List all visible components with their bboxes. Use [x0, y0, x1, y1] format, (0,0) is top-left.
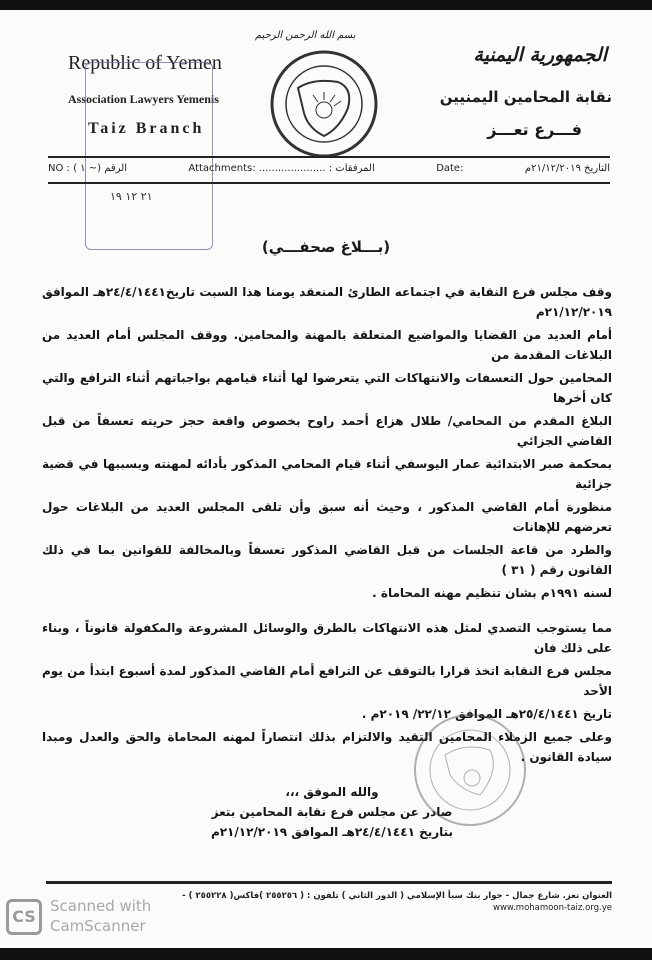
basmala: بسم الله الرحمن الرحيم: [255, 30, 356, 41]
body-line: منظورة أمام القاضي المذكور ، وحيث أنه سبق وأن تلقى المجلس العديد من البلاغات حول تعرضهم للإهانات: [42, 500, 612, 534]
document-page: [0, 10, 652, 948]
camscanner-watermark: [50, 896, 151, 936]
footer-address: العنوان تعز. شارع جمال - جوار بنك سبأ الإسلامي ( الدور الثاني ) تلفون : ( ٢٥٥٢٥٦ )فاكس( ٢٥٥٢٢٨ ) -: [182, 891, 612, 901]
closing-line: صادر عن مجلس فرع نقابة المحامين بتعز: [211, 805, 453, 819]
ar-branch: فـــرع تعـــز: [487, 120, 582, 139]
ar-country: الجمهورية اليمنية: [473, 44, 607, 66]
ar-org: نقابة المحامين اليمنيين: [439, 88, 612, 106]
date-value: التاريخ ٢١/١٢/٢٠١٩م: [524, 163, 610, 174]
header-divider-top: [48, 156, 610, 158]
document-title: (بـــلاغ صحفـــي): [261, 238, 391, 256]
attachments: Attachments: ..................... : المرفقات: [188, 163, 375, 174]
body-line: أمام العديد من القضايا والمواضيع المتعلقة بالمهنة والمحامين. ووقف المجلس أمام العديد من البلاغات المقدمة من: [42, 328, 612, 362]
footer: [180, 890, 612, 914]
date-label: Date:: [436, 163, 464, 174]
official-seal: [410, 710, 530, 830]
body-line: وعلى جميع الزملاء المحامين التقيد والالتزام بذلك انتصاراً لمهنه المحاماة والحق والعدل ومبدا سيادة القانون .: [42, 730, 612, 764]
body-line: والطرد من قاعة الجلسات من قبل القاضي المذكور تعسفاً وبالمخالفة للقوانين بما في ذلك القانون رقم ( ٣١ ): [42, 543, 612, 577]
body-line: تاريخ ٢٥/٤/١٤٤١هـ الموافق ٢٢/١٢/ ٢٠١٩م .: [361, 707, 612, 721]
closing-line: بتاريخ ٢٤/٤/١٤٤١هـ الموافق ٢١/١٢/٢٠١٩م: [210, 825, 454, 839]
body-line: المحامين حول التعسفات والانتهاكات التي يتعرضوا لها أثناء قيامهم بواجباتهم أثناء الترافع والتي كان أخرها: [42, 371, 612, 405]
body-line: وقف مجلس فرع النقابة في اجتماعه الطارئ المنعقد يومنا هذا السبت تاريخ٢٤/٤/١٤٤١هـ الموافق ٢١/١٢/٢٠١٩م: [42, 285, 612, 319]
header-divider-bottom: [48, 182, 610, 184]
body-line: مجلس فرع النقابة اتخذ قرارا بالتوقف عن الترافع أمام القاضي المذكور لمدة أسبوع ابتدأ من يوم الأحد: [42, 664, 612, 698]
footer-divider: [46, 881, 612, 884]
union-logo: [268, 48, 380, 160]
watermark-line: CamScanner: [50, 917, 146, 935]
meta-row: [48, 163, 610, 174]
en-country: Republic of Yemen: [68, 52, 222, 74]
watermark-line: Scanned with: [50, 897, 152, 915]
stamp-date: ٢١ ١٢ ١٩: [110, 190, 153, 203]
footer-website: www.mohamoon-taiz.org.ye: [493, 903, 612, 913]
body-line: البلاغ المقدم من المحامي/ طلال هزاع أحمد راوح بخصوص واقعة حجز حريته تعسفاً من قبل القاضي الجزائي: [42, 414, 612, 448]
body-line: لسنه ١٩٩١م بشان تنظيم مهنه المحاماة .: [372, 586, 612, 600]
body-line: مما يستوجب التصدي لمثل هذه الانتهاكات بالطرق والوسائل المشروعة والمكفولة قانوناً ، وبناء على ذلك فان: [42, 621, 612, 655]
en-branch: Taiz Branch: [88, 120, 205, 137]
camscanner-logo: CS: [6, 899, 42, 935]
en-org: Association Lawyers Yemenis: [68, 92, 219, 106]
closing-line: والله الموفق ،،،: [285, 785, 379, 799]
ref-number: NO : ( ١ ~) الرقم: [48, 163, 127, 174]
body-line: بمحكمة صبر الابتدائية عمار اليوسفي أثناء قيام المحامي المذكور بأدائه لمهنته وبسببها في قضية جزائية: [42, 457, 612, 491]
